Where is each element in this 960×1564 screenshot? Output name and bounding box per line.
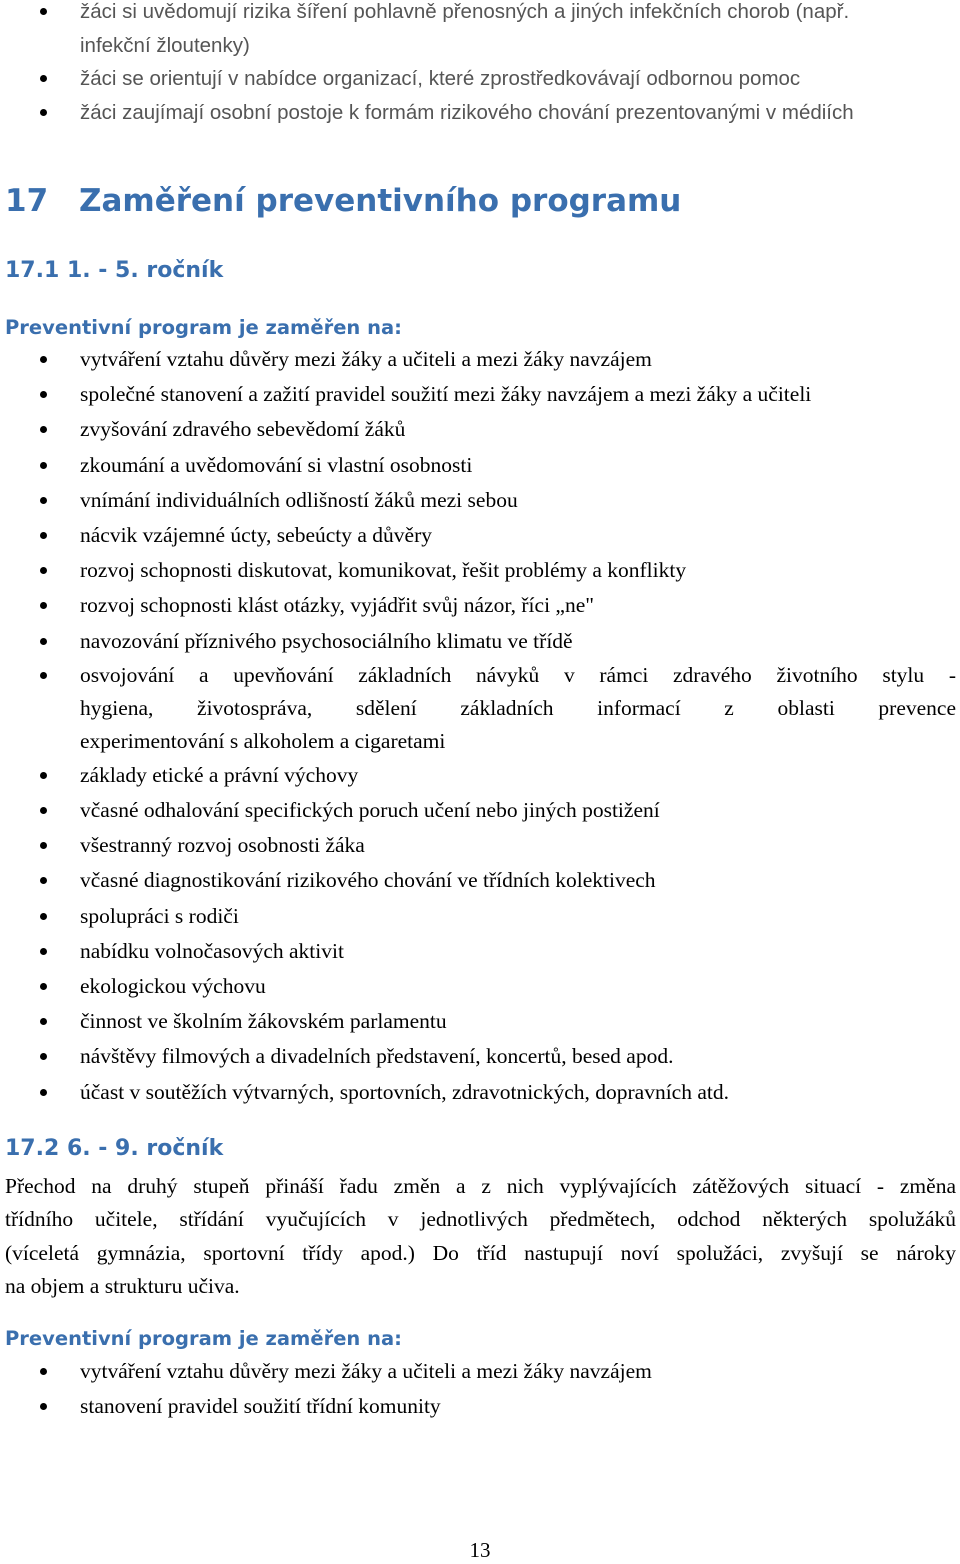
list-item: základy etické a právní výchovy (0, 758, 956, 793)
list-item: účast v soutěžích výtvarných, sportovních, zdravotnických, dopravních atd. (0, 1075, 956, 1110)
section-heading-1: 17.1 1. - 5. ročník (5, 258, 224, 283)
list-item: stanovení pravidel soužití třídní komunity (0, 1389, 956, 1424)
paragraph-line: na objem a strukturu učiva. (5, 1273, 240, 1298)
paragraph-line: třídního učitele, střídání vyučujících v jednotlivých předmětech, odchod některých spolužáků (5, 1207, 956, 1232)
list-item: rozvoj schopnosti klást otázky, vyjádřit svůj názor, říci „ne" (0, 588, 956, 623)
list-item: žáci zaujímají osobní postoje k formám rizikového chování prezentovanými v médiích (0, 96, 956, 130)
list-item-line: experimentování s alkoholem a cigaretami (80, 728, 446, 753)
page-number: 13 (469, 1538, 491, 1562)
list-item: návštěvy filmových a divadelních představení, koncertů, besed apod. (0, 1039, 956, 1074)
list-item: žáci se orientují v nabídce organizací, které zprostředkovávají odbornou pomoc (0, 62, 956, 96)
list-item: včasné odhalování specifických poruch učení nebo jiných postižení (0, 793, 956, 828)
paragraph-line: Přechod na druhý stupeň přináší řadu změn a z nich vyplývajících zátěžových situací - změna (5, 1174, 956, 1198)
list-item: včasné diagnostikování rizikového chování ve třídních kolektivech (0, 863, 956, 898)
list-item-line: osvojování a upevňování základních návyků v rámci zdravého životního stylu - (80, 662, 956, 687)
program-list-1 (0, 342, 956, 1110)
transition-paragraph (5, 1170, 956, 1303)
list-item: vytváření vztahu důvěry mezi žáky a učiteli a mezi žáky navzájem (0, 342, 956, 377)
paragraph-line: (víceletá gymnázia, sportovní třídy apod.) Do tříd nastupují noví spolužáci, zvyšují se nároky (5, 1240, 956, 1265)
list-item: zkoumání a uvědomování si vlastní osobnosti (0, 448, 956, 483)
list-item: nácvik vzájemné úcty, sebeúcty a důvěry (0, 518, 956, 553)
list-item (0, 659, 956, 758)
chapter-title: Zaměření preventivního programu (79, 183, 682, 219)
subheading-2: Preventivní program je zaměřen na: (5, 1327, 402, 1350)
list-item-line: hygiena, životospráva, sdělení základních informací z oblasti prevence (80, 695, 956, 720)
program-list-2 (0, 1354, 956, 1424)
list-item: vnímání individuálních odlišností žáků mezi sebou (0, 483, 956, 518)
list-item: spolupráci s rodiči (0, 899, 956, 934)
list-item: nabídku volnočasových aktivit (0, 934, 956, 969)
chapter-number: 17 (5, 183, 49, 219)
list-item: ekologickou výchovu (0, 969, 956, 1004)
subheading-1: Preventivní program je zaměřen na: (5, 316, 402, 339)
chapter-heading (5, 183, 681, 219)
outcomes-list (0, 0, 956, 129)
list-item: činnost ve školním žákovském parlamentu (0, 1004, 956, 1039)
list-item: společné stanovení a zažití pravidel soužití mezi žáky navzájem a mezi žáky a učiteli (0, 377, 956, 412)
list-item: rozvoj schopnosti diskutovat, komunikovat, řešit problémy a konflikty (0, 553, 956, 588)
section-heading-2: 17.2 6. - 9. ročník (5, 1136, 224, 1161)
list-item: zvyšování zdravého sebevědomí žáků (0, 412, 956, 447)
list-item: všestranný rozvoj osobnosti žáka (0, 828, 956, 863)
list-item: žáci si uvědomují rizika šíření pohlavně přenosných a jiných infekčních chorob (např. infekční žloutenky) (0, 0, 956, 62)
list-item: navozování příznivého psychosociálního klimatu ve třídě (0, 624, 956, 659)
list-item: vytváření vztahu důvěry mezi žáky a učiteli a mezi žáky navzájem (0, 1354, 956, 1389)
